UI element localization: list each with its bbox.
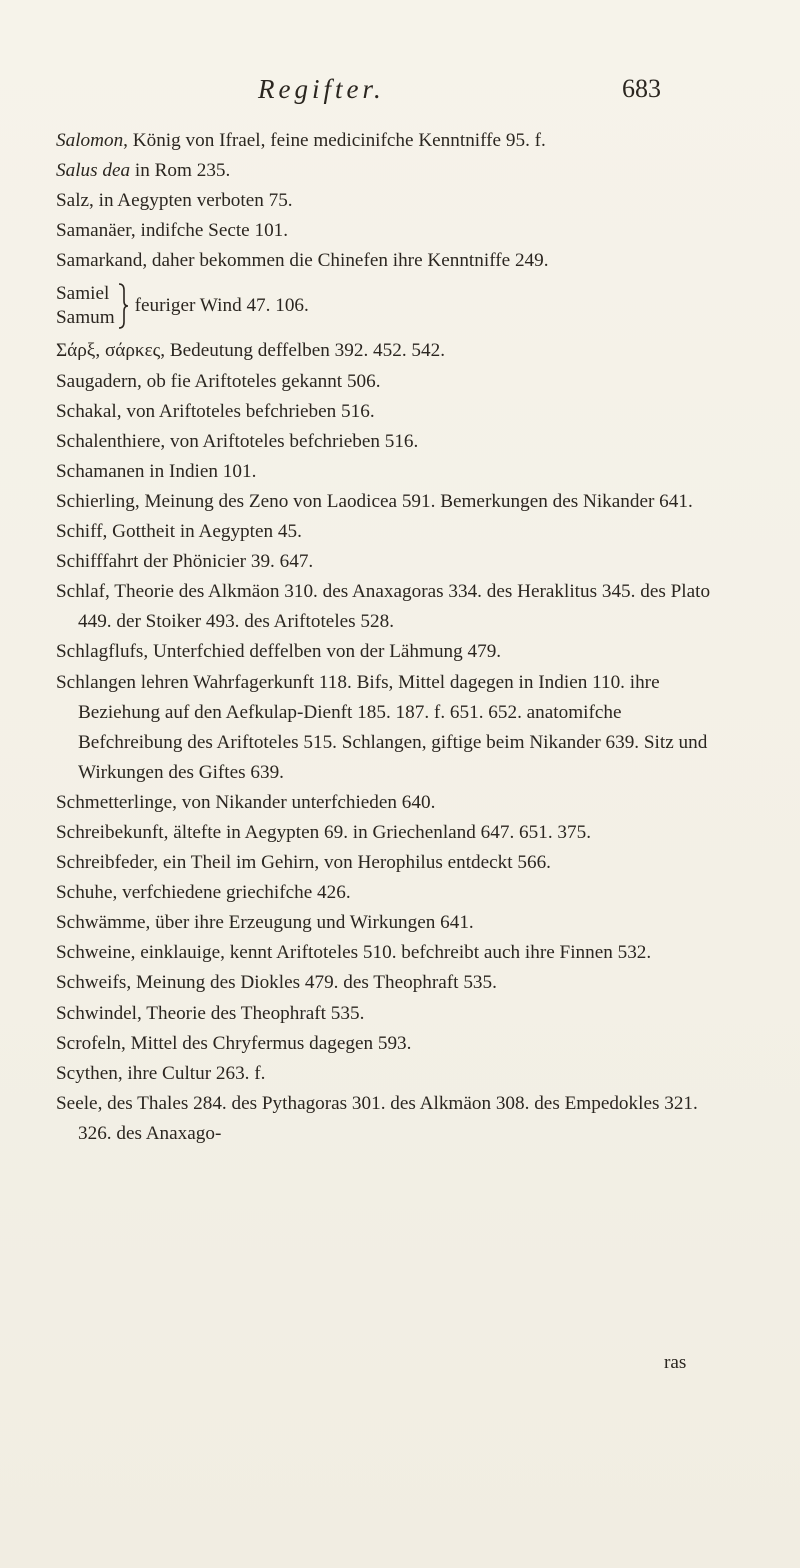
entry-text: , ob fie Ariftoteles gekannt 506.: [137, 370, 381, 392]
entry-headword: Schweifs: [56, 972, 127, 994]
page-header: [0, 74, 800, 114]
index-entry: [56, 336, 716, 366]
entry-text: , Meinung des Diokles 479. des Theophraft 535.: [126, 972, 497, 994]
entry-text: , Unterfchied deffelben von der Lähmung 479.: [143, 641, 502, 663]
entry-headword: Scrofeln: [56, 1032, 122, 1054]
entry-headword: Salomon: [56, 130, 124, 151]
entry-headword: Schifffahrt: [56, 551, 139, 573]
entry-text: , einklauige, kennt Ariftoteles 510. befchreibt auch ihre Finnen 532.: [130, 942, 652, 964]
brace-terms: [56, 282, 115, 330]
index-entry: [56, 968, 716, 998]
entry-headword: Samanäer: [56, 220, 131, 242]
entry-headword: Schakal: [56, 400, 117, 422]
entry-headword: Salz: [56, 190, 90, 212]
brace-term: Samiel: [56, 283, 110, 305]
index-entry: [56, 577, 716, 637]
entry-headword: Schreibekunft: [56, 821, 164, 843]
entry-text: , von Ariftoteles befchrieben 516.: [160, 430, 419, 452]
index-entry: [56, 848, 716, 878]
index-entry: [56, 637, 716, 667]
index-entry: [56, 156, 716, 186]
index-entry: [56, 908, 716, 938]
index-entry: [56, 397, 716, 427]
index-entry: [56, 547, 716, 577]
entry-text: , Meinung des Zeno von Laodicea 591. Bemerkungen des Nikander 641.: [134, 490, 693, 512]
entry-headword: Seele: [56, 1092, 98, 1114]
entry-headword: Samarkand: [56, 250, 143, 272]
index-entry: [56, 186, 716, 216]
entry-headword: Schalenthiere: [56, 430, 161, 452]
index-entry: [56, 878, 716, 908]
index-entry: [56, 668, 716, 788]
index-entry: [56, 818, 716, 848]
entry-text: in Indien 101.: [144, 460, 257, 482]
entry-text: , Theorie des Alkmäon 310. des Anaxagoras 334. des Heraklitus 345. des Plato 449. der Stoiker 493. des Ariftoteles 528.: [78, 581, 711, 633]
entry-headword: Schwindel: [56, 1002, 138, 1024]
index-entries: [56, 126, 716, 1149]
entry-headword: Schiff: [56, 521, 103, 543]
index-entry: [56, 216, 716, 246]
entry-text: , Bedeutung deffelben 392. 452. 542.: [160, 340, 445, 362]
entry-text: , von Nikander unterfchieden 640.: [172, 791, 436, 813]
entry-headword: Scythen: [56, 1062, 118, 1084]
entry-text: , ein Theil im Gehirn, von Herophilus entdeckt 566.: [153, 852, 551, 874]
entry-text: , daher bekommen die Chinefen ihre Kenntniffe 249.: [142, 250, 549, 272]
entry-text: , König von Ifrael, feine medicinifche Kenntniffe 95. f.: [123, 130, 546, 151]
catchword: ras: [664, 1352, 687, 1373]
index-entry: [56, 126, 716, 156]
entry-text: , ältefte in Aegypten 69. in Griechenland 647. 651. 375.: [163, 821, 591, 843]
index-entry: [56, 1029, 716, 1059]
entry-text: , in Aegypten verboten 75.: [89, 190, 293, 212]
entry-headword: Schamanen: [56, 460, 145, 482]
entry-text: lehren Wahrfagerkunft 118. Bifs, Mittel dagegen in Indien 110. ihre Beziehung auf den Aefkulap-Dienft 185. 187. f. 651. 652. anatomifche Befchreibung des Ariftoteles 515. Schlangen, giftige beim Nikander 639. Sitz und Wirkungen des Giftes 639.: [78, 671, 708, 783]
running-title: Regifter.: [258, 74, 385, 104]
index-entry: [56, 788, 716, 818]
entry-text: , von Ariftoteles befchrieben 516.: [116, 400, 375, 422]
entry-headword: Salus dea: [56, 160, 131, 182]
index-entry: [56, 999, 716, 1029]
entry-text: , indifche Secte 101.: [130, 220, 289, 242]
entry-headword: Schuhe: [56, 882, 113, 904]
entry-headword: Schreibfeder: [56, 852, 154, 874]
page-number: 683: [622, 74, 661, 103]
entry-headword: Σάρξ, σάρκες: [56, 340, 161, 362]
entry-text: , Mittel des Chryfermus dagegen 593.: [121, 1032, 412, 1054]
index-entry: [56, 246, 716, 276]
entry-text: , über ihre Erzeugung und Wirkungen 641.: [145, 912, 474, 934]
entry-text: , Theorie des Theophraft 535.: [137, 1002, 365, 1024]
brace-term: Samum: [56, 307, 115, 329]
index-entry: [56, 938, 716, 968]
entry-headword: Schierling: [56, 490, 135, 512]
entry-text: der Phönicier 39. 647.: [138, 551, 314, 573]
brace-entry: [56, 276, 716, 336]
entry-text: in Rom 235.: [130, 160, 231, 182]
index-entry: [56, 1059, 716, 1089]
entry-headword: Schlagflufs: [56, 641, 144, 663]
entry-text: , des Thales 284. des Pythagoras 301. des Alkmäon 308. des Empedokles 321. 326. des Anaxago-: [78, 1092, 698, 1144]
entry-headword: Saugadern: [56, 370, 137, 392]
entry-headword: Schwämme: [56, 912, 146, 934]
entry-headword: Schmetterlinge: [56, 791, 173, 813]
entry-headword: Schlangen: [56, 671, 136, 693]
index-entry: [56, 487, 716, 517]
entry-headword: Schlaf: [56, 581, 106, 603]
right-brace-icon: [117, 282, 129, 330]
index-entry: [56, 457, 716, 487]
index-entry: [56, 517, 716, 547]
entry-text: , Gottheit in Aegypten 45.: [102, 521, 302, 543]
brace-definition: feuriger Wind 47. 106.: [134, 295, 309, 317]
index-entry: [56, 367, 716, 397]
entry-text: , verfchiedene griechifche 426.: [112, 882, 351, 904]
index-entry: [56, 427, 716, 457]
entry-text: , ihre Cultur 263. f.: [117, 1062, 266, 1084]
index-entry: [56, 1089, 716, 1149]
entry-headword: Schweine: [56, 942, 131, 964]
